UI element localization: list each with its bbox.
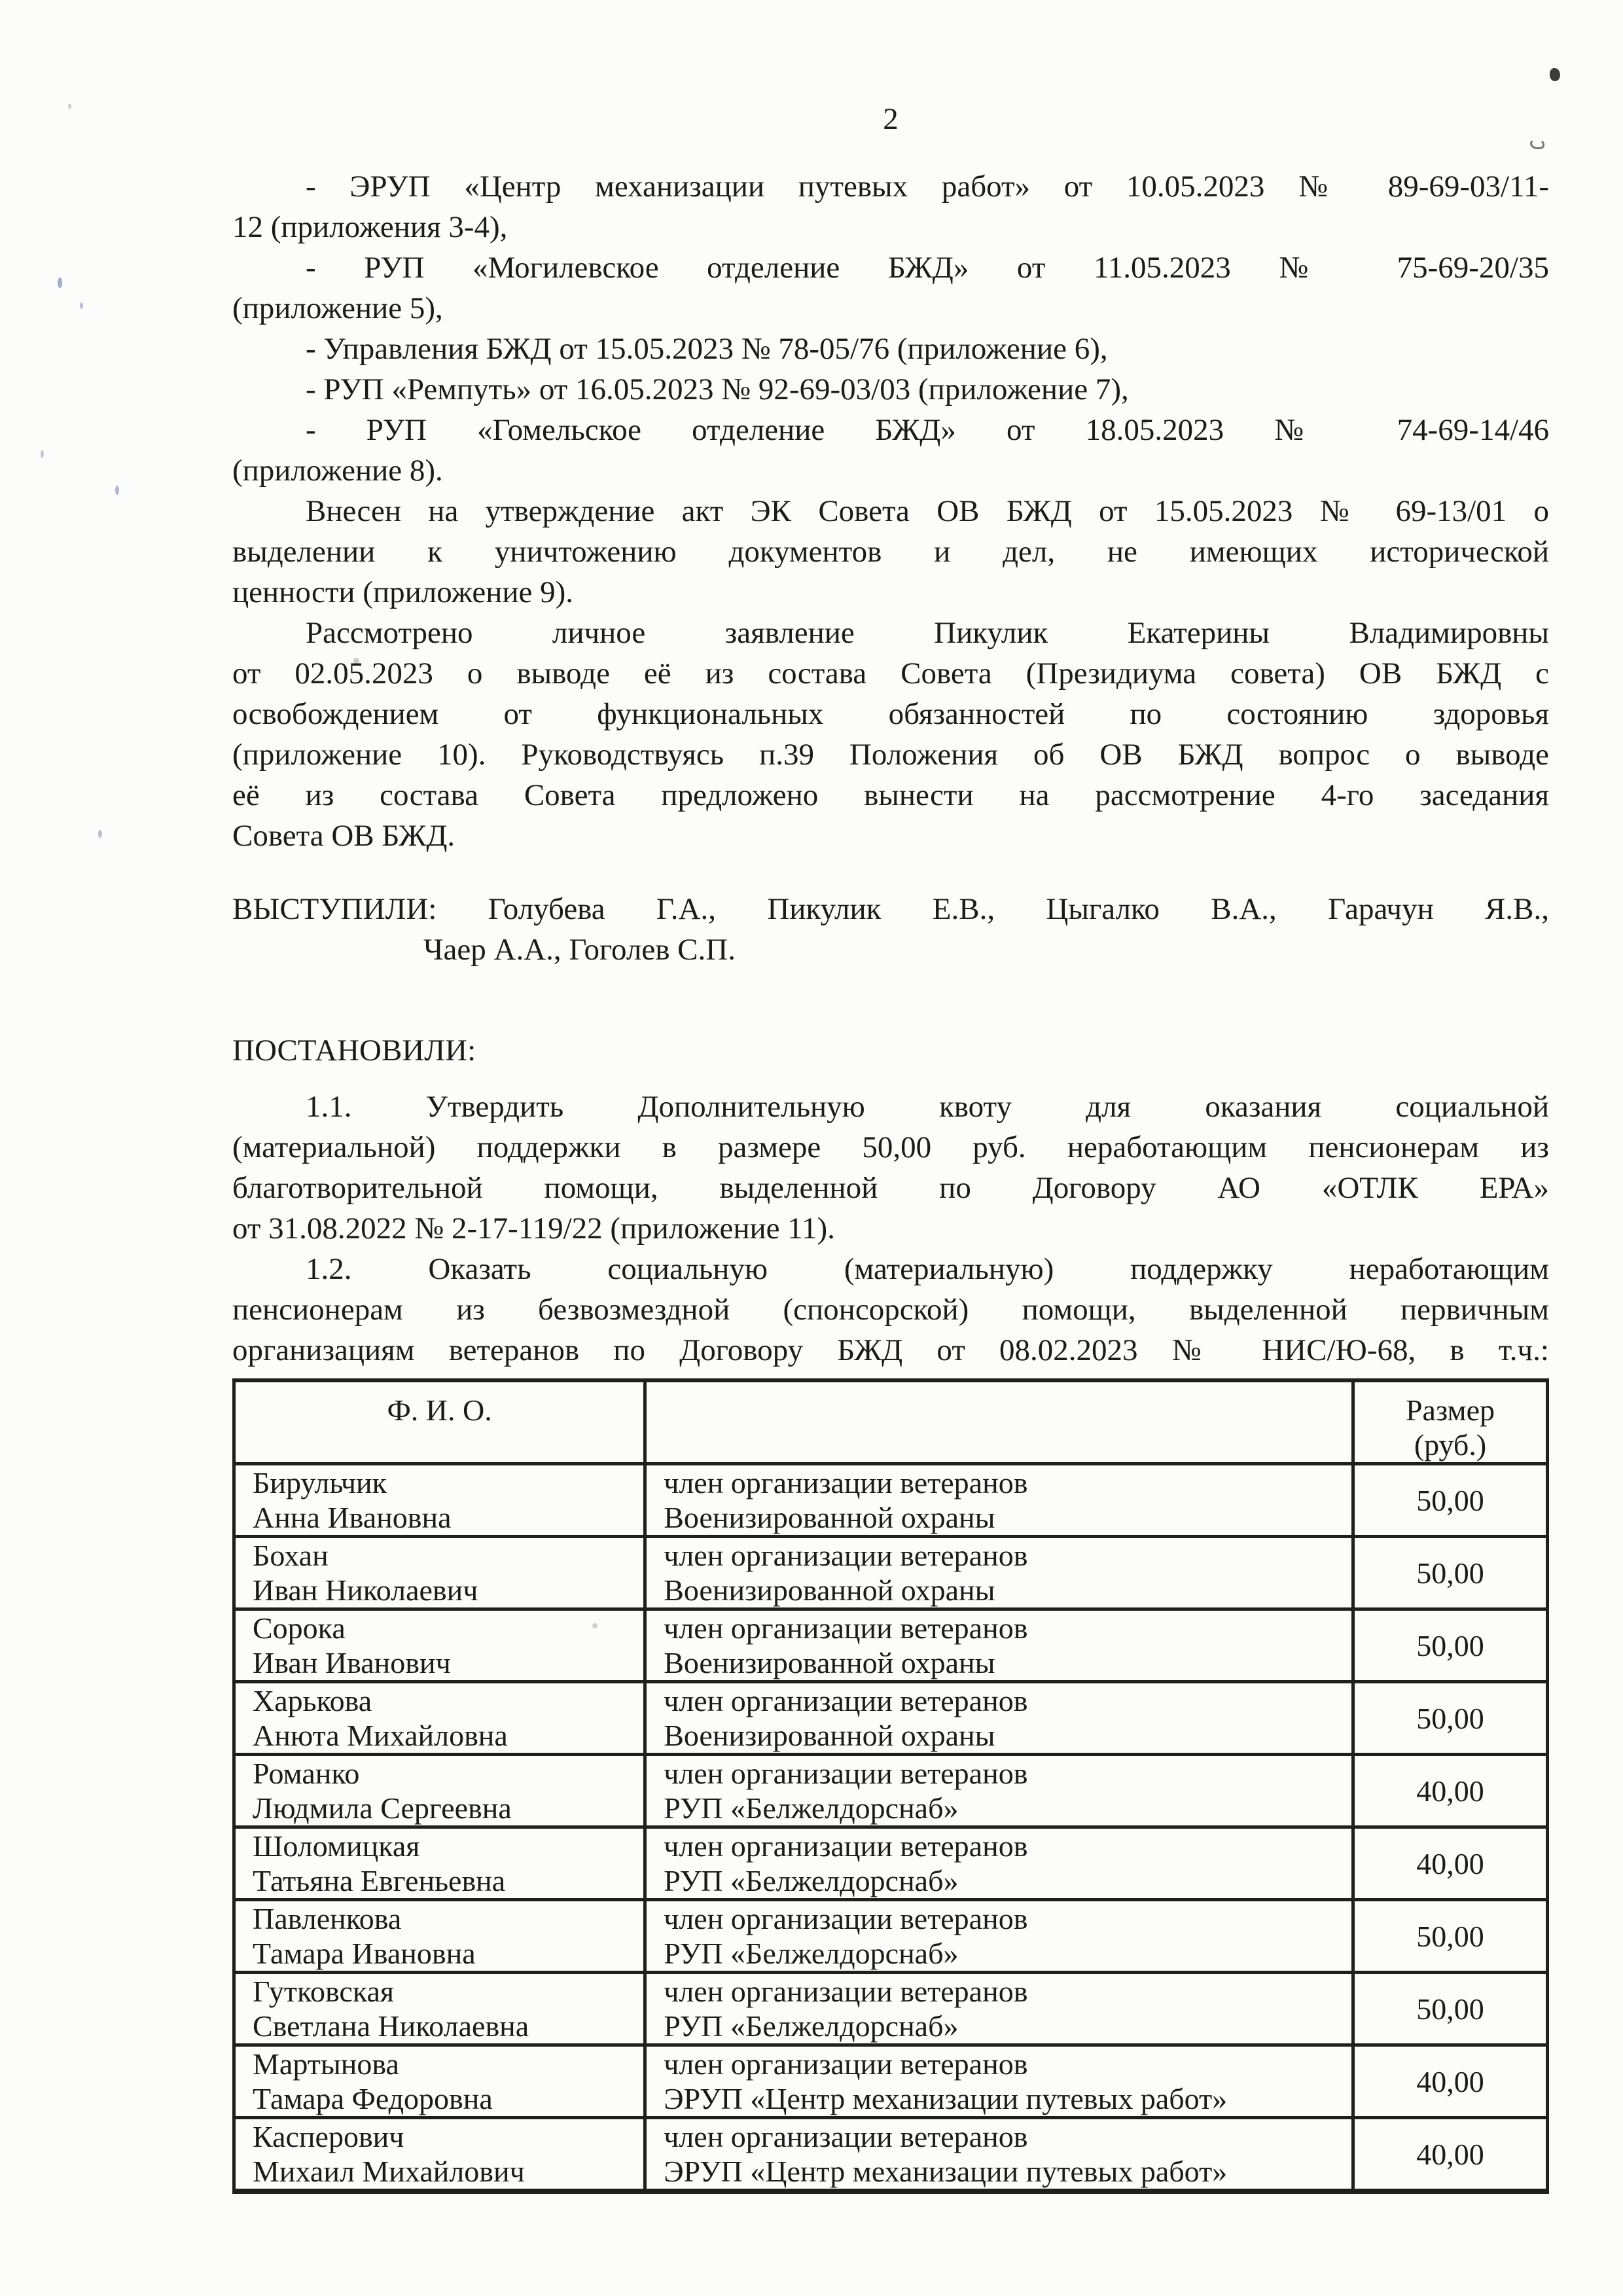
text-line: Тамара Ивановна: [253, 1937, 476, 1970]
column-header-description: [645, 1380, 1353, 1464]
cell-amount: 50,00: [1353, 1900, 1547, 1973]
cell-description: [645, 1537, 1353, 1609]
text-line: (приложение 8).: [232, 454, 443, 488]
resolution-heading: ПОСТАНОВИЛИ:: [232, 1033, 476, 1067]
paragraph: [232, 1249, 1549, 1371]
cell-amount: 40,00: [1353, 2118, 1547, 2192]
text-line: (материальной) поддержки в размере 50,00 руб. неработающим пенсионерам из: [232, 1130, 1549, 1164]
cell-description: [645, 1973, 1353, 2045]
text-line: Внесен на утверждение акт ЭК Совета ОВ БЖД от 15.05.2023 № 69-13/01 о: [306, 494, 1549, 528]
text-line: Военизированной охраны: [664, 1719, 995, 1752]
cell-fio: [234, 1755, 645, 1827]
cell-description: [645, 1682, 1353, 1755]
table-row: [234, 2118, 1548, 2192]
text-line: - РУП «Ремпуть» от 16.05.2023 № 92-69-03/03 (приложение 7),: [306, 372, 1129, 406]
scan-artifact: [115, 486, 119, 495]
text-line: РУП «Белжелдорснаб»: [664, 1864, 959, 1897]
table-row: [234, 1537, 1548, 1609]
text-line: пенсионерам из безвозмездной (спонсорской) помощи, выделенной первичным: [232, 1293, 1549, 1327]
cell-amount: 50,00: [1353, 1609, 1547, 1682]
cell-amount: 40,00: [1353, 1755, 1547, 1827]
text-line: ЭРУП «Центр механизации путевых работ»: [664, 2082, 1228, 2115]
table-row: [234, 1827, 1548, 1900]
text-line: Военизированной охраны: [664, 1646, 995, 1679]
text-line: Военизированной охраны: [664, 1501, 995, 1534]
text-line: ценности (приложение 9).: [232, 575, 574, 609]
text-line: член организации ветеранов: [664, 1757, 1028, 1790]
text-line: Анна Ивановна: [253, 1501, 452, 1534]
table-row: [234, 1609, 1548, 1682]
text-line: Михаил Михайлович: [253, 2155, 525, 2188]
text-line: - РУП «Гомельское отделение БЖД» от 18.05.2023 № 74-69-14/46: [306, 413, 1549, 447]
cell-amount: 50,00: [1353, 1973, 1547, 2045]
scan-artifact: [68, 103, 71, 109]
table-row: [234, 2045, 1548, 2118]
text-line: РУП «Белжелдорснаб»: [664, 2009, 959, 2043]
text-line: 1.2. Оказать социальную (материальную) поддержку неработающим: [306, 1252, 1549, 1286]
text-line: Сорока: [253, 1611, 346, 1645]
text-line: Рассмотрено личное заявление Пикулик Екатерины Владимировны: [306, 616, 1549, 650]
speakers-line: [232, 889, 1549, 929]
speakers-line: Чаер А.А., Гоголев С.П.: [423, 933, 736, 967]
text-line: ЭРУП «Центр механизации путевых работ»: [664, 2155, 1228, 2188]
cell-fio: [234, 2045, 645, 2118]
cell-fio: [234, 1973, 645, 2045]
text-line: Татьяна Евгеньевна: [253, 1864, 506, 1897]
text-line: член организации ветеранов: [664, 1466, 1028, 1499]
paragraph: [232, 329, 1549, 369]
text-line: Павленкова: [253, 1902, 402, 1935]
cell-fio: [234, 1609, 645, 1682]
text-line: 12 (приложения 3-4),: [232, 210, 508, 244]
cell-fio: [234, 1682, 645, 1755]
cell-amount: 50,00: [1353, 1537, 1547, 1609]
text-line: - ЭРУП «Центр механизации путевых работ» от 10.05.2023 № 89-69-03/11-: [306, 170, 1549, 204]
cell-description: [645, 1900, 1353, 1973]
text-line: член организации ветеранов: [664, 1902, 1028, 1935]
text-line: 1.1. Утвердить Дополнительную квоту для оказания социальной: [306, 1090, 1549, 1124]
text-line: Касперович: [253, 2120, 404, 2153]
text-line: её из состава Совета предложено вынести на рассмотрение 4-го заседания: [232, 778, 1549, 812]
text-line: РУП «Белжелдорснаб»: [664, 1937, 959, 1970]
text-line: член организации ветеранов: [664, 1611, 1028, 1645]
cell-description: [645, 1609, 1353, 1682]
cell-amount: 50,00: [1353, 1682, 1547, 1755]
paragraph: [232, 369, 1549, 410]
text-line: - РУП «Могилевское отделение БЖД» от 11.05.2023 № 75-69-20/35: [306, 251, 1549, 285]
text-line: Военизированной охраны: [664, 1573, 995, 1607]
text-line: член организации ветеранов: [664, 1684, 1028, 1717]
text-line: - Управления БЖД от 15.05.2023 № 78-05/76 (приложение 6),: [306, 332, 1108, 366]
text-line: РУП «Белжелдорснаб»: [664, 1791, 959, 1825]
cell-amount: 40,00: [1353, 1827, 1547, 1900]
paragraph: [232, 247, 1549, 329]
text-line: благотворительной помощи, выделенной по Договору АО «ОТЛК ЕРА»: [232, 1171, 1549, 1205]
paragraph: [232, 1086, 1549, 1249]
table-row: [234, 1973, 1548, 2045]
cell-fio: [234, 1464, 645, 1537]
text-line: Мартынова: [253, 2047, 399, 2081]
text-line: Гутковская: [253, 1975, 395, 2008]
text-line: Светлана Николаевна: [253, 2009, 529, 2043]
cell-description: [645, 1755, 1353, 1827]
text-line: Людмила Сергеевна: [253, 1791, 512, 1825]
cell-description: [645, 2118, 1353, 2192]
scan-artifact: [58, 278, 62, 288]
cell-fio: [234, 1537, 645, 1609]
cell-description: [645, 2045, 1353, 2118]
paragraph: [232, 491, 1549, 613]
text-line: (приложение 5),: [232, 291, 443, 325]
text-line: Шоломицкая: [253, 1829, 420, 1863]
paragraph: [232, 613, 1549, 856]
speakers-label: ВЫСТУПИЛИ:: [232, 892, 437, 926]
text-line: от 02.05.2023 о выводе её из состава Совета (Президиума совета) ОВ БЖД с: [232, 656, 1549, 691]
text-line: выделении к уничтожению документов и дел, не имеющих исторической: [232, 535, 1549, 569]
cell-fio: [234, 1827, 645, 1900]
document-body: [232, 166, 1549, 856]
column-header-amount: Размер (руб.): [1353, 1380, 1547, 1464]
cell-fio: [234, 1900, 645, 1973]
table-row: [234, 1900, 1548, 1973]
text-line: Романко: [253, 1757, 360, 1790]
speakers-names: Голубева Г.А., Пикулик Е.В., Цыгалко В.А., Гарачун Я.В.,: [488, 892, 1549, 926]
text-line: освобождением от функциональных обязанностей по состоянию здоровья: [232, 697, 1549, 731]
text-line: Анюта Михайловна: [253, 1719, 508, 1752]
text-line: (приложение 10). Руководствуясь п.39 Положения об ОВ БЖД вопрос о выводе: [232, 738, 1549, 772]
text-line: Иван Иванович: [253, 1646, 451, 1679]
scan-artifact: [98, 830, 102, 838]
text-line: Иван Николаевич: [253, 1573, 478, 1607]
text-line: член организации ветеранов: [664, 2120, 1028, 2153]
text-line: член организации ветеранов: [664, 1829, 1028, 1863]
scan-artifact: [41, 450, 44, 458]
document-content: [232, 98, 1549, 2194]
table-row: [234, 1464, 1548, 1537]
text-line: Совета ОВ БЖД.: [232, 819, 455, 853]
cell-fio: [234, 2118, 645, 2192]
text-line: Харькова: [253, 1684, 372, 1717]
table-header-row: [234, 1380, 1548, 1464]
paragraph: [232, 410, 1549, 491]
table-row: [234, 1682, 1548, 1755]
text-line: член организации ветеранов: [664, 1975, 1028, 2008]
text-line: Бирульчик: [253, 1466, 387, 1499]
scan-artifact: [80, 302, 83, 309]
text-line: от 31.08.2022 № 2-17-119/22 (приложение 11).: [232, 1211, 835, 1246]
payments-table: [232, 1378, 1549, 2194]
speakers-block: [232, 889, 1549, 970]
cell-description: [645, 1827, 1353, 1900]
cell-description: [645, 1464, 1353, 1537]
text-line: член организации ветеранов: [664, 1539, 1028, 1572]
text-line: Тамара Федоровна: [253, 2082, 493, 2115]
column-header-fio: Ф. И. О.: [234, 1380, 645, 1464]
table-row: [234, 1755, 1548, 1827]
cell-amount: 50,00: [1353, 1464, 1547, 1537]
scan-artifact: [1550, 68, 1560, 81]
cell-amount: 40,00: [1353, 2045, 1547, 2118]
text-line: член организации ветеранов: [664, 2047, 1028, 2081]
page-number: 2: [883, 102, 899, 136]
paragraph: [232, 166, 1549, 247]
text-line: Бохан: [253, 1539, 329, 1572]
resolution-body: [232, 1086, 1549, 1371]
text-line: организациям ветеранов по Договору БЖД от 08.02.2023 № НИС/Ю-68, в т.ч.:: [232, 1333, 1549, 1367]
